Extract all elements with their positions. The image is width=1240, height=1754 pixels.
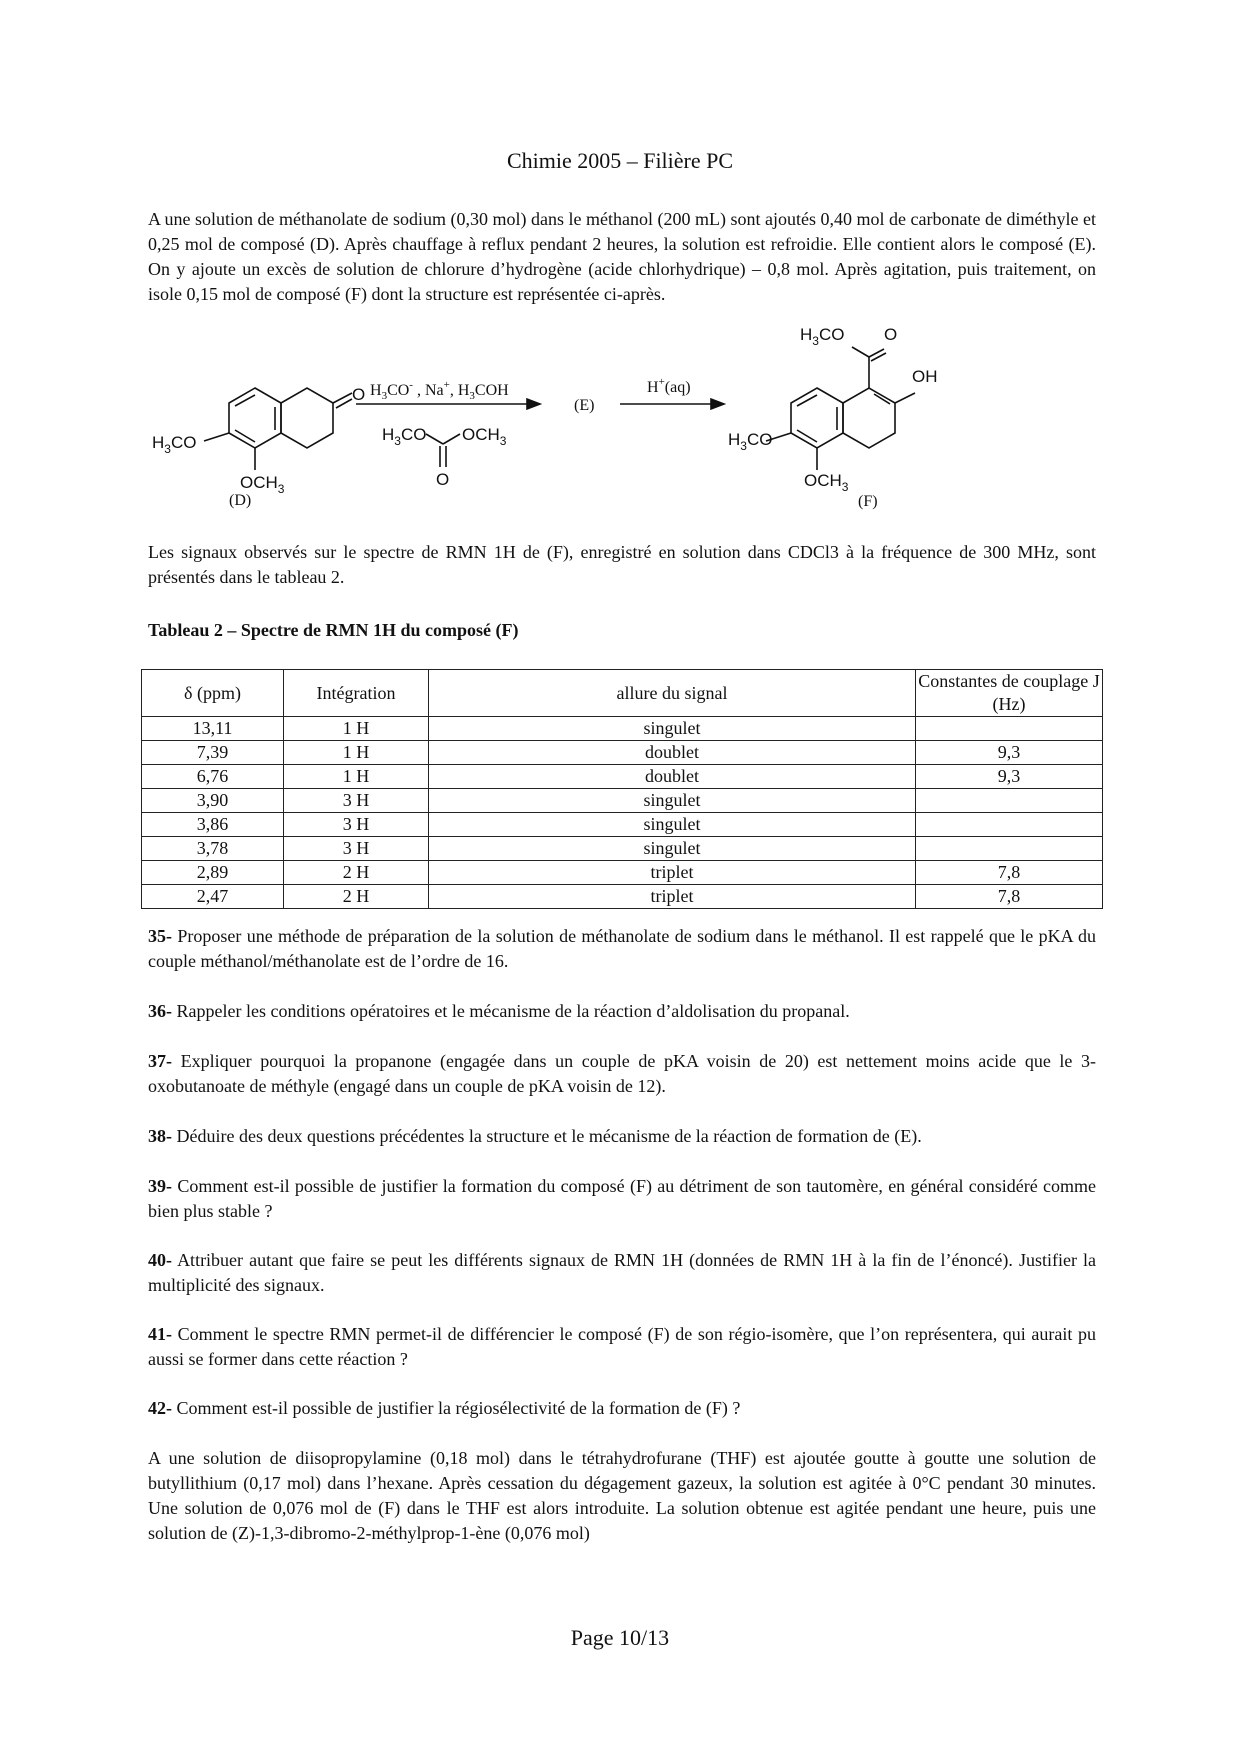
- cell: [916, 837, 1103, 861]
- cell: 2 H: [284, 885, 429, 909]
- table-row: [142, 789, 1103, 813]
- column-header: Constantes de couplage J (Hz): [916, 670, 1103, 717]
- d-ketone-o: O: [352, 385, 366, 404]
- cell: 2,89: [142, 861, 284, 885]
- cell: 7,8: [916, 885, 1103, 909]
- compound-d-structure: [204, 388, 352, 470]
- cell: 2 H: [284, 861, 429, 885]
- reaction-scheme: [140, 320, 1100, 530]
- cell: 2,47: [142, 885, 284, 909]
- column-header: allure du signal: [429, 670, 916, 717]
- reagents-2: H+(aq): [647, 376, 691, 396]
- cell: [916, 813, 1103, 837]
- question-38: 38- Déduire des deux questions précédentes la structure et le mécanisme de la réaction de formation de (E).: [148, 1126, 922, 1146]
- question-36: 36- Rappeler les conditions opératoires et le mécanisme de la réaction d’aldolisation du propanal.: [148, 1001, 850, 1021]
- cell: 9,3: [916, 741, 1103, 765]
- label-f: (F): [858, 493, 878, 510]
- column-header: δ (ppm): [142, 670, 284, 717]
- f-carbonyl-o: O: [884, 325, 898, 344]
- cell: triplet: [429, 885, 916, 909]
- dmc-och3: $OCH_3$: [462, 425, 507, 448]
- page-number: Page 10/13: [570, 1625, 670, 1650]
- table-row: [142, 765, 1103, 789]
- cell: 3 H: [284, 789, 429, 813]
- cell: [916, 717, 1103, 741]
- cell: 3 H: [284, 813, 429, 837]
- label-e: (E): [574, 397, 595, 414]
- cell: 6,76: [142, 765, 284, 789]
- label-d: (D): [229, 492, 252, 509]
- cell: 9,3: [916, 765, 1103, 789]
- table-row: [142, 861, 1103, 885]
- intro-paragraph: A une solution de méthanolate de sodium (0,30 mol) dans le méthanol (200 mL) sont ajoutés 0,40 mol de carbonate de diméthyle et 0,25 mol de composé (D). Après chauffage à reflux pendant 2 heures, la solution est refroidie. Elle contient alors le composé (E). On y ajoute un excès de solution de chlorure d’hydrogène (acide chlorhydrique) – 0,8 mol. Après agitation, puis traitement, on isole 0,15 mol de composé (F) dont la structure est représentée ci-après.: [148, 209, 1096, 304]
- table-title: Tableau 2 – Spectre de RMN 1H du composé (F): [148, 620, 519, 640]
- cell: 1 H: [284, 717, 429, 741]
- question-41: 41- Comment le spectre RMN permet-il de différencier le composé (F) de son régio-isomère, que l’on représentera, qui aurait pu aussi se former dans cette réaction ?: [148, 1324, 1097, 1369]
- f-oh: OH: [912, 367, 938, 386]
- f-h3co: $H_3CO$: [728, 430, 773, 453]
- compound-f-structure: [766, 347, 915, 470]
- cell: 7,39: [142, 741, 284, 765]
- table-row: [142, 885, 1103, 909]
- reagents-1: $H_3CO^-$ , Na+, $H_3COH$: [370, 379, 509, 402]
- dmc-o: O: [436, 470, 450, 489]
- d-och3: $OCH_3$: [240, 473, 285, 496]
- cell: 1 H: [284, 741, 429, 765]
- question-35: 35- Proposer une méthode de préparation de la solution de méthanolate de sodium dans le méthanol. Il est rappelé que le pKA du couple méthanol/méthanolate est de l’ordre de 16.: [148, 926, 1097, 971]
- question-40: 40- Attribuer autant que faire se peut les différents signaux de RMN 1H (données de RMN 1H à la fin de l’énoncé). Justifier la multiplicité des signaux.: [148, 1250, 1096, 1295]
- cell: 1 H: [284, 765, 429, 789]
- cell: singulet: [429, 789, 916, 813]
- column-header: Intégration: [284, 670, 429, 717]
- cell: doublet: [429, 741, 916, 765]
- question-39: 39- Comment est-il possible de justifier la formation du composé (F) au détriment de son tautomère, en général considéré comme bien plus stable ?: [148, 1176, 1097, 1221]
- f-h3co-top: $H_3CO$: [800, 325, 845, 348]
- cell: triplet: [429, 861, 916, 885]
- cell: 3,90: [142, 789, 284, 813]
- cell: singulet: [429, 813, 916, 837]
- nmr-intro-paragraph: Les signaux observés sur le spectre de RMN 1H de (F), enregistré en solution dans CDCl3 à la fréquence de 300 MHz, sont présentés dans le tableau 2.: [148, 542, 1096, 587]
- cell: [916, 789, 1103, 813]
- d-h3co: $H_3CO$: [152, 433, 197, 456]
- outro-paragraph: A une solution de diisopropylamine (0,18 mol) dans le tétrahydrofurane (THF) est ajoutée goutte à goutte une solution de butyllithium (0,17 mol) dans l’hexane. Après cessation du dégagement gazeux, la solution est agitée à 0°C pendant 30 minutes. Une solution de 0,076 mol de (F) dans le THF est alors introduite. La solution obtenue est agitée pendant une heure, puis une solution de (Z)-1,3-dibromo-2-méthylprop-1-ène (0,076 mol): [148, 1448, 1096, 1543]
- cell: 3,78: [142, 837, 284, 861]
- dmc-h3co: $H_3CO$: [382, 425, 427, 448]
- cell: 7,8: [916, 861, 1103, 885]
- page-header: Chimie 2005 – Filière PC: [506, 148, 734, 173]
- cell: doublet: [429, 765, 916, 789]
- table-row: [142, 837, 1103, 861]
- cell: 13,11: [142, 717, 284, 741]
- table-row: [142, 741, 1103, 765]
- cell: singulet: [429, 837, 916, 861]
- table-row: [142, 717, 1103, 741]
- cell: 3 H: [284, 837, 429, 861]
- f-och3: $OCH_3$: [804, 471, 849, 494]
- table-row: [142, 813, 1103, 837]
- cell: singulet: [429, 717, 916, 741]
- cell: 3,86: [142, 813, 284, 837]
- nmr-table: [141, 669, 1103, 909]
- question-37: 37- Expliquer pourquoi la propanone (engagée dans un couple de pKA voisin de 20) est nettement moins acide que le 3-oxobutanoate de méthyle (engagé dans un couple de pKA voisin de 12).: [148, 1051, 1097, 1096]
- question-42: 42- Comment est-il possible de justifier la régiosélectivité de la formation de (F) ?: [148, 1398, 741, 1418]
- table-header-row: [142, 670, 1103, 717]
